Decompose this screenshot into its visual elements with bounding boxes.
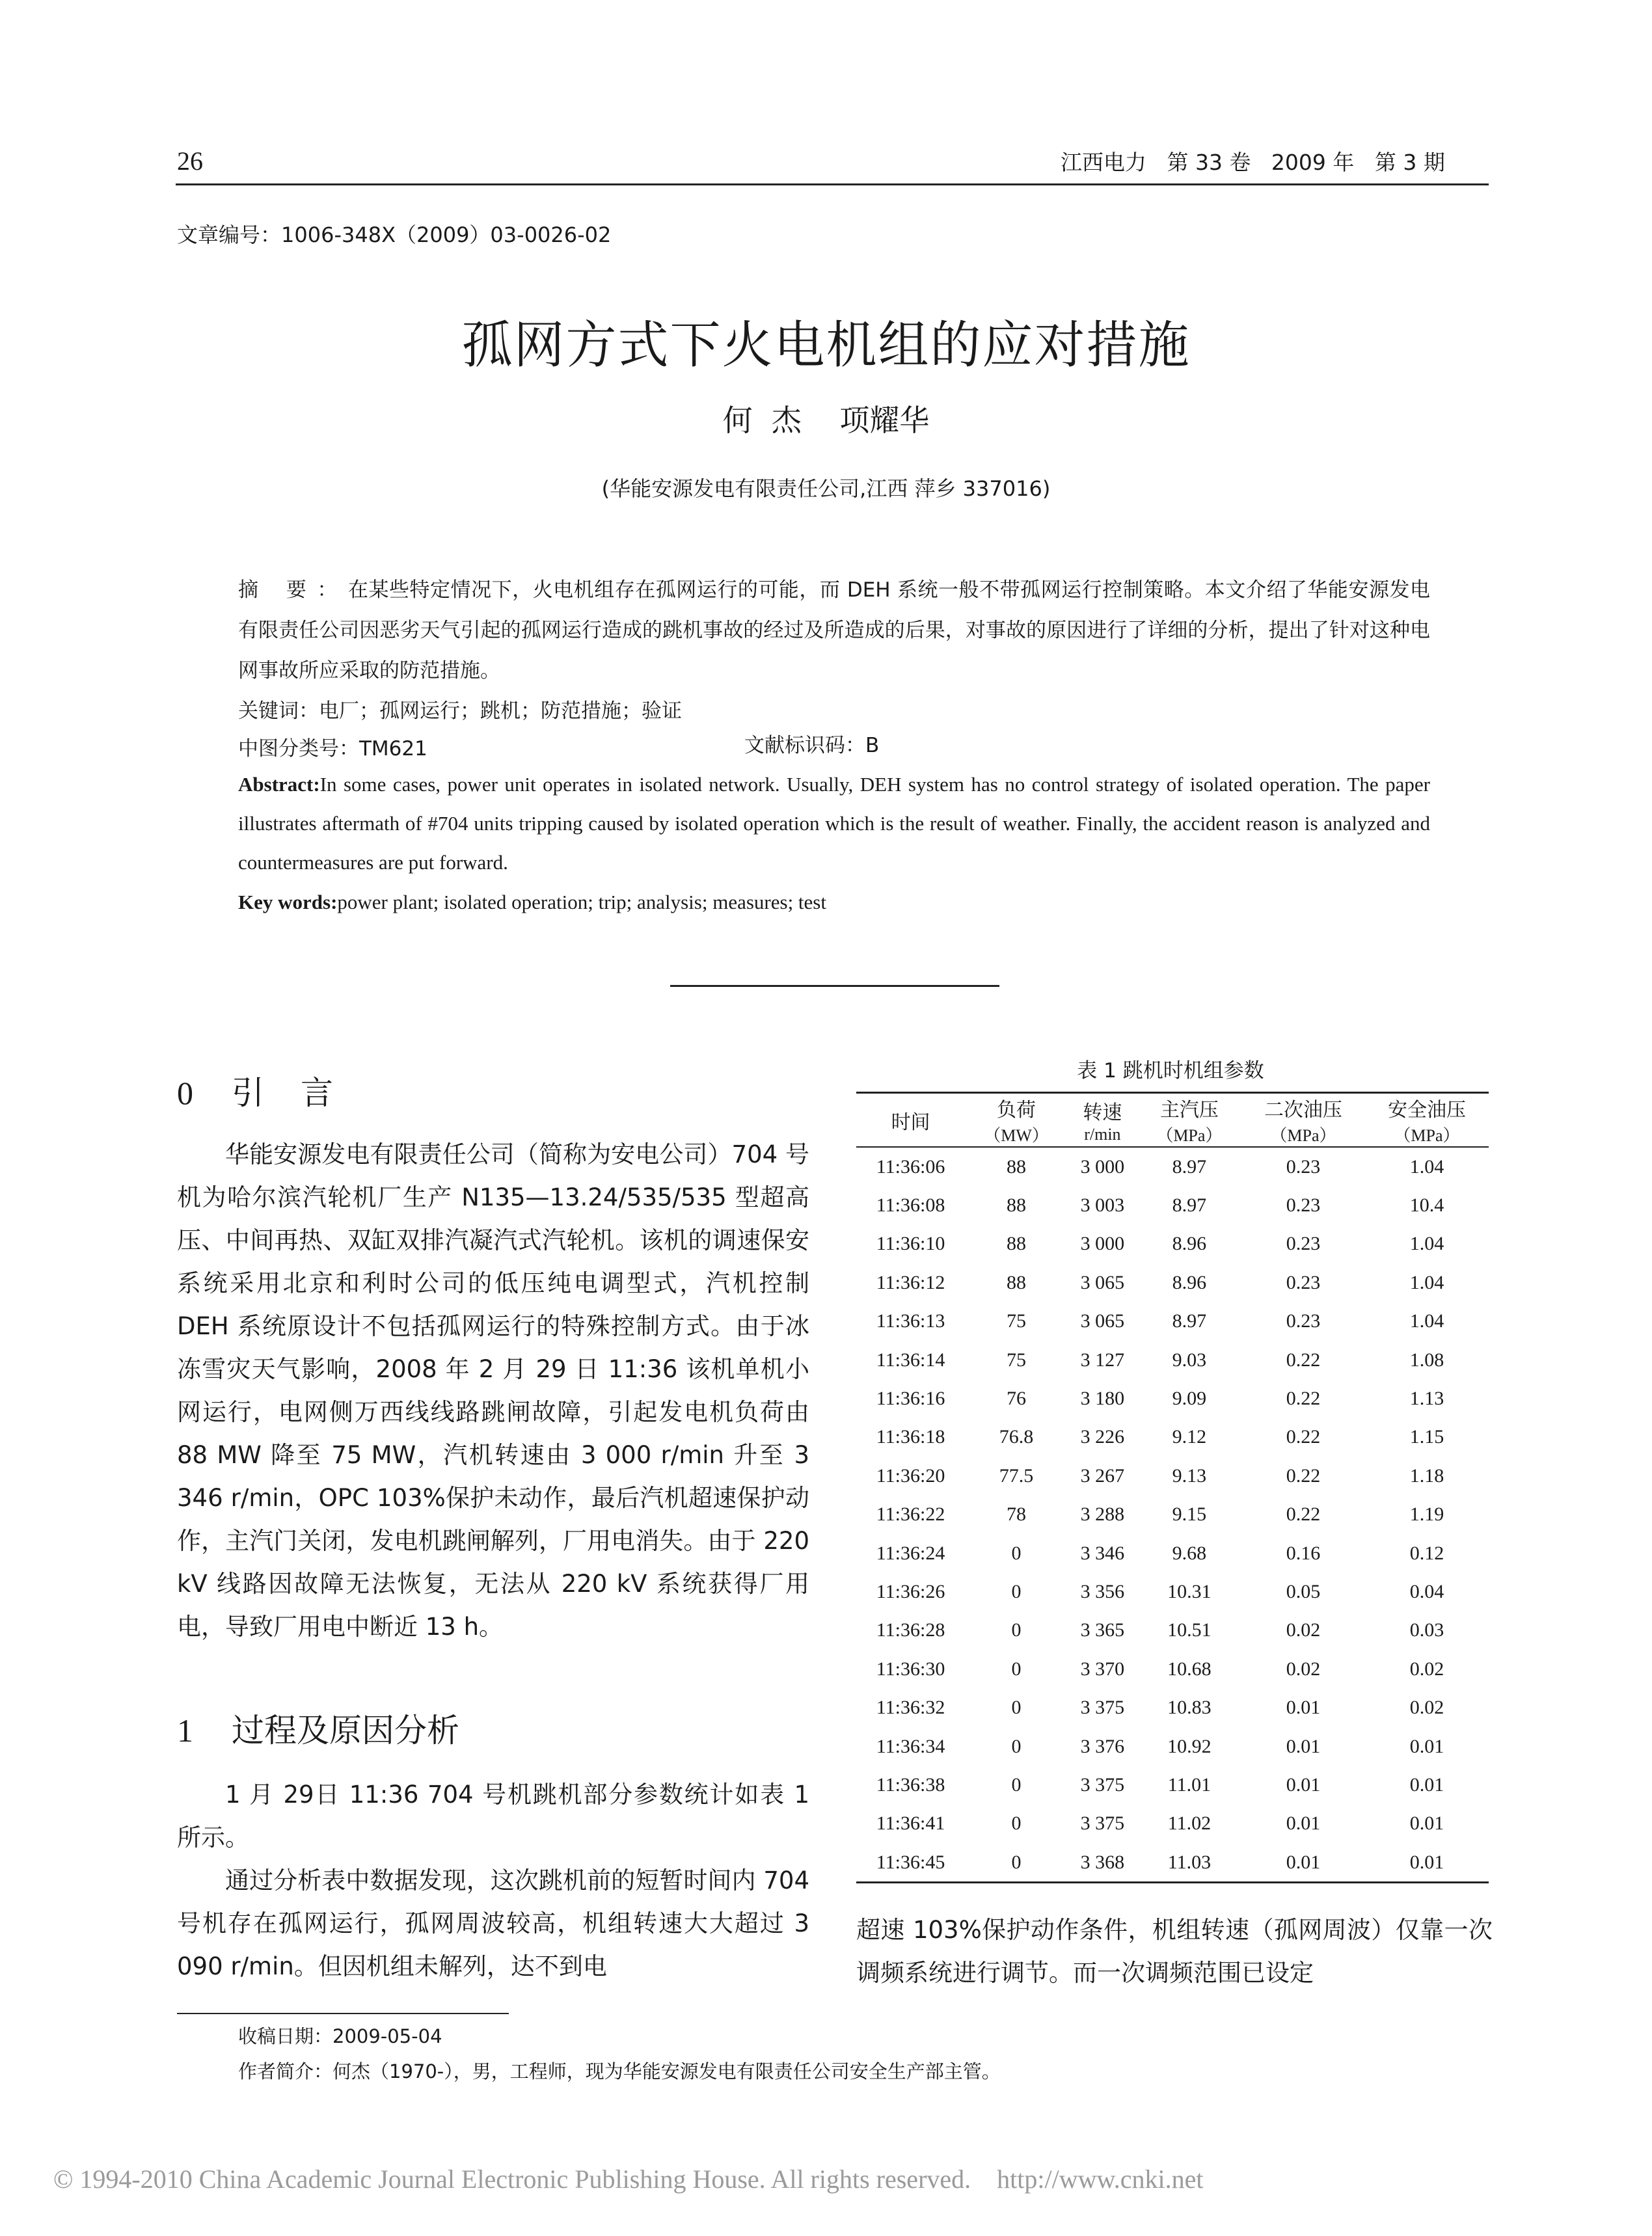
table-cell: 76 bbox=[1007, 1388, 1027, 1410]
table-cell: 11:36:13 bbox=[876, 1310, 945, 1332]
column-header bbox=[1365, 1093, 1489, 1148]
table-row bbox=[856, 1805, 1489, 1843]
table-cell: 11:36:06 bbox=[876, 1155, 945, 1178]
table-cell: 0.01 bbox=[1409, 1812, 1444, 1835]
table-cell: 1.04 bbox=[1409, 1233, 1444, 1255]
section-1-title: 过程及原因分析 bbox=[232, 1712, 459, 1749]
header-rule bbox=[176, 183, 1489, 185]
keywords-cn: 关键词：电厂；孤网运行；跳机；防范措施；验证 bbox=[238, 699, 682, 723]
table-cell: 11:36:34 bbox=[876, 1735, 945, 1757]
table-cell: 11.03 bbox=[1167, 1851, 1212, 1873]
table-cell: 9.12 bbox=[1172, 1426, 1207, 1448]
abstract-cn bbox=[238, 570, 1430, 691]
table-cell: 0.23 bbox=[1286, 1155, 1321, 1178]
table-row bbox=[856, 1688, 1489, 1727]
table-cell: 0.04 bbox=[1409, 1580, 1444, 1602]
table-cell: 0.23 bbox=[1286, 1194, 1321, 1217]
table-cell: 11:36:12 bbox=[876, 1271, 945, 1293]
table-cell: 0 bbox=[1011, 1773, 1022, 1796]
table-cell: 3 065 bbox=[1080, 1310, 1125, 1332]
column-header-name: 二次油压 bbox=[1264, 1099, 1342, 1122]
abstract-cn-label: 摘 要： bbox=[238, 578, 348, 602]
table-cell: 3 127 bbox=[1080, 1349, 1125, 1371]
table-cell: 11:36:30 bbox=[876, 1658, 945, 1680]
affiliation: (华能安源发电有限责任公司,江西 萍乡 337016) bbox=[601, 476, 1051, 501]
table-cell: 3 370 bbox=[1080, 1658, 1125, 1680]
table-cell: 3 000 bbox=[1080, 1233, 1125, 1255]
table-cell: 3 003 bbox=[1080, 1194, 1125, 1217]
table-row bbox=[856, 1418, 1489, 1457]
table-cell: 0.02 bbox=[1409, 1658, 1444, 1680]
paragraph-intro: 华能安源发电有限责任公司（简称为安电公司）704 号机为哈尔滨汽轮机厂生产 N135—13.24/535/535 型超高压、中间再热、双缸双排汽凝汽式汽轮机。该机的调速保安系统采用北京和利时公司的低压纯电调型式，汽机控制 DEH 系统原设计不包括孤网运行的特殊控制方式。由于冰冻雪灾天气影响，2008 年 2 月 29 日 11:36 该机单机小网运行，电网侧万西线线路跳闸故障，引起发电机负荷由 88 MW 降至 75 MW，汽机转速由 3 000 r/min 升至 3 346 r/min，OPC 103%保护未动作，最后汽机超速保护动作，主汽门关闭，发电机跳闸解列，厂用电消失。由于 220 kV 线路因故障无法恢复，无法从 220 kV 系统获得厂用电，导致厂用电中断近 13 h。 bbox=[177, 1140, 809, 1641]
table-cell: 11:36:38 bbox=[876, 1773, 945, 1796]
table-cell: 3 375 bbox=[1080, 1773, 1125, 1796]
paragraph-analysis: 通过分析表中数据发现，这次跳机前的短暂时间内 704 号机存在孤网运行，孤网周波较高，机组转速大大超过 3 090 r/min。但因机组未解列，达不到电 bbox=[177, 1866, 809, 1980]
table-cell: 0 bbox=[1011, 1580, 1022, 1602]
table-cell: 0.23 bbox=[1286, 1271, 1321, 1293]
column-header-name: 时间 bbox=[891, 1111, 930, 1134]
table-row bbox=[856, 1379, 1489, 1418]
table-cell: 11:36:22 bbox=[876, 1503, 945, 1526]
table-cell: 1.04 bbox=[1409, 1155, 1444, 1178]
document-code: 文献标识码：B bbox=[744, 734, 880, 757]
table-cell: 0.23 bbox=[1286, 1310, 1321, 1332]
table-cell: 1.13 bbox=[1409, 1388, 1444, 1410]
table-row bbox=[856, 1843, 1489, 1883]
table-cell: 11:36:10 bbox=[876, 1233, 945, 1255]
table-cell: 0.02 bbox=[1286, 1658, 1321, 1680]
table-cell: 77.5 bbox=[999, 1464, 1034, 1487]
keywords-en bbox=[238, 882, 1430, 923]
section-1-number: 1 bbox=[177, 1712, 193, 1749]
table-cell: 0.01 bbox=[1409, 1773, 1444, 1796]
table-cell: 1.18 bbox=[1409, 1464, 1444, 1487]
table-row bbox=[856, 1572, 1489, 1611]
table-cell: 0 bbox=[1011, 1619, 1022, 1641]
classification-number: 中图分类号：TM621 bbox=[238, 737, 427, 761]
table-cell: 0.22 bbox=[1286, 1388, 1321, 1410]
table-cell: 0.12 bbox=[1409, 1542, 1444, 1564]
table-cell: 0.01 bbox=[1286, 1851, 1321, 1873]
table-cell: 9.13 bbox=[1172, 1464, 1207, 1487]
table-body bbox=[856, 1147, 1489, 1883]
page-number: 26 bbox=[177, 146, 203, 176]
table-row bbox=[856, 1766, 1489, 1804]
column-header-unit: （MPa） bbox=[1394, 1126, 1460, 1145]
table-cell: 0.02 bbox=[1409, 1697, 1444, 1719]
table-row bbox=[856, 1341, 1489, 1379]
table-row bbox=[856, 1147, 1489, 1186]
author-bio: 作者简介：何杰（1970-），男，工程师，现为华能安源发电有限责任公司安全生产部主管。 bbox=[238, 2060, 1001, 2082]
table-header-row bbox=[856, 1093, 1489, 1148]
table-cell: 11:36:28 bbox=[876, 1619, 945, 1641]
paragraph-continued: 超速 103%保护动作条件，机组转速（孤网周波）仅靠一次调频系统进行调节。而一次调频范围已设定 bbox=[856, 1916, 1493, 1987]
article-title: 孤网方式下火电机组的应对措施 bbox=[461, 316, 1191, 375]
table-cell: 1.08 bbox=[1409, 1349, 1444, 1371]
table-cell: 0.01 bbox=[1286, 1697, 1321, 1719]
column-header bbox=[965, 1093, 1068, 1148]
table-cell: 0.16 bbox=[1286, 1542, 1321, 1564]
table-row bbox=[856, 1186, 1489, 1224]
table-cell: 3 267 bbox=[1080, 1464, 1125, 1487]
table-cell: 8.97 bbox=[1172, 1310, 1207, 1332]
table-cell: 9.68 bbox=[1172, 1542, 1207, 1564]
abstract-en-text: In some cases, power unit operates in isolated network. Usually, DEH system has no control strategy of isolated operation. The paper illustrates aftermath of #704 units tripping caused by isolated operation which is the result of weather. Finally, the accident reason is analyzed and countermeasures are put forward. bbox=[238, 773, 1430, 874]
column-header bbox=[1137, 1093, 1241, 1148]
table-cell: 0.05 bbox=[1286, 1580, 1321, 1602]
table-row bbox=[856, 1263, 1489, 1302]
table-cell: 11:36:08 bbox=[876, 1194, 945, 1217]
table-cell: 9.09 bbox=[1172, 1388, 1207, 1410]
journal-info: 江西电力 第 33 卷 2009 年 第 3 期 bbox=[1061, 150, 1445, 175]
table-row bbox=[856, 1496, 1489, 1534]
column-header-unit: （MPa） bbox=[1270, 1126, 1336, 1145]
table-cell: 88 bbox=[1007, 1233, 1027, 1255]
table-cell: 3 346 bbox=[1080, 1542, 1125, 1564]
table-cell: 3 365 bbox=[1080, 1619, 1125, 1641]
table-cell: 0 bbox=[1011, 1851, 1022, 1873]
copyright-notice: © 1994-2010 China Academic Journal Electronic Publishing House. All rights reserved. http://www.cnki.net bbox=[53, 2164, 1204, 2194]
section-1-heading bbox=[177, 1704, 809, 1751]
table-cell: 3 375 bbox=[1080, 1812, 1125, 1835]
table-cell: 88 bbox=[1007, 1194, 1027, 1217]
table-cell: 10.51 bbox=[1167, 1619, 1212, 1641]
table-cell: 11:36:32 bbox=[876, 1697, 945, 1719]
table-cell: 11:36:18 bbox=[876, 1426, 945, 1448]
table-cell: 3 000 bbox=[1080, 1155, 1125, 1178]
table-cell: 0 bbox=[1011, 1735, 1022, 1757]
table-cell: 0.01 bbox=[1286, 1773, 1321, 1796]
table-cell: 11.01 bbox=[1167, 1773, 1212, 1796]
table-cell: 9.03 bbox=[1172, 1349, 1207, 1371]
table-cell: 0.23 bbox=[1286, 1233, 1321, 1255]
authors: 何 杰 项耀华 bbox=[722, 403, 930, 438]
keywords-en-label: Key words: bbox=[238, 891, 338, 913]
table-cell: 0 bbox=[1011, 1812, 1022, 1835]
section-0-heading bbox=[177, 1067, 809, 1114]
table-cell: 76.8 bbox=[999, 1426, 1034, 1448]
table-cell: 88 bbox=[1007, 1271, 1027, 1293]
table-cell: 9.15 bbox=[1172, 1503, 1207, 1526]
table-cell: 0.01 bbox=[1409, 1851, 1444, 1873]
separator-rule bbox=[670, 985, 999, 987]
table-cell: 1.04 bbox=[1409, 1310, 1444, 1332]
table-row bbox=[856, 1534, 1489, 1572]
table-cell: 0.01 bbox=[1409, 1735, 1444, 1757]
section-0-number: 0 bbox=[177, 1075, 193, 1111]
table-cell: 11:36:26 bbox=[876, 1580, 945, 1602]
table-row bbox=[856, 1611, 1489, 1650]
table-cell: 10.68 bbox=[1167, 1658, 1212, 1680]
column-header bbox=[856, 1093, 965, 1148]
table-cell: 3 288 bbox=[1080, 1503, 1125, 1526]
table-cell: 3 356 bbox=[1080, 1580, 1125, 1602]
table-cell: 10.83 bbox=[1167, 1697, 1212, 1719]
table-cell: 0.22 bbox=[1286, 1503, 1321, 1526]
abstract-en-label: Abstract: bbox=[238, 773, 320, 796]
abstract-cn-text: 在某些特定情况下，火电机组存在孤网运行的可能，而 DEH 系统一般不带孤网运行控制策略。本文介绍了华能安源发电有限责任公司因恶劣天气引起的孤网运行造成的跳机事故的经过及所造成的后果，对事故的原因进行了详细的分析，提出了针对这种电网事故所应采取的防范措施。 bbox=[238, 578, 1430, 682]
received-date: 收稿日期：2009-05-04 bbox=[238, 2025, 442, 2047]
table-row bbox=[856, 1457, 1489, 1495]
table-cell: 1.04 bbox=[1409, 1271, 1444, 1293]
table-cell: 11:36:41 bbox=[876, 1812, 945, 1835]
table-cell: 11:36:24 bbox=[876, 1542, 945, 1564]
table-cell: 0 bbox=[1011, 1658, 1022, 1680]
table-cell: 3 368 bbox=[1080, 1851, 1125, 1873]
table-cell: 8.96 bbox=[1172, 1233, 1207, 1255]
table-cell: 8.97 bbox=[1172, 1155, 1207, 1178]
column-header-unit: r/min bbox=[1084, 1124, 1121, 1144]
table-cell: 11.02 bbox=[1167, 1812, 1212, 1835]
table-cell: 0.01 bbox=[1286, 1735, 1321, 1757]
table-cell: 8.96 bbox=[1172, 1271, 1207, 1293]
table-cell: 11:36:20 bbox=[876, 1464, 945, 1487]
table-cell: 10.92 bbox=[1167, 1735, 1212, 1757]
table-cell: 10.31 bbox=[1167, 1580, 1212, 1602]
data-table bbox=[856, 1092, 1489, 1883]
paragraph-table-ref: 1 月 29日 11:36 704 号机跳机部分参数统计如表 1 所示。 bbox=[177, 1781, 809, 1852]
table-cell: 88 bbox=[1007, 1155, 1027, 1178]
table-cell: 11:36:45 bbox=[876, 1851, 945, 1873]
column-header-unit: （MW） bbox=[984, 1126, 1049, 1145]
table-cell: 0.22 bbox=[1286, 1464, 1321, 1487]
table-caption: 表 1 跳机时机组参数 bbox=[1077, 1059, 1264, 1083]
column-header-name: 主汽压 bbox=[1159, 1099, 1219, 1122]
table-cell: 3 376 bbox=[1080, 1735, 1125, 1757]
column-header-name: 负荷 bbox=[997, 1099, 1036, 1122]
column-header bbox=[1241, 1093, 1365, 1148]
table-cell: 0.22 bbox=[1286, 1349, 1321, 1371]
article-number: 文章编号：1006-348X（2009）03-0026-02 bbox=[177, 222, 612, 247]
table-cell: 8.97 bbox=[1172, 1194, 1207, 1217]
table-cell: 3 226 bbox=[1080, 1426, 1125, 1448]
table-row bbox=[856, 1650, 1489, 1688]
keywords-en-text: power plant; isolated operation; trip; analysis; measures; test bbox=[337, 891, 826, 913]
table-cell: 75 bbox=[1007, 1349, 1027, 1371]
table-cell: 0.03 bbox=[1409, 1619, 1444, 1641]
table-row bbox=[856, 1225, 1489, 1263]
table-cell: 11:36:16 bbox=[876, 1388, 945, 1410]
table-cell: 10.4 bbox=[1409, 1194, 1444, 1217]
table-row bbox=[856, 1727, 1489, 1766]
table-cell: 0.22 bbox=[1286, 1426, 1321, 1448]
table-cell: 3 065 bbox=[1080, 1271, 1125, 1293]
table-cell: 0 bbox=[1011, 1697, 1022, 1719]
column-header-name: 转速 bbox=[1083, 1101, 1122, 1124]
table-cell: 0.01 bbox=[1286, 1812, 1321, 1835]
table-cell: 0 bbox=[1011, 1542, 1022, 1564]
abstract-en bbox=[238, 765, 1430, 882]
column-header-name: 安全油压 bbox=[1387, 1099, 1466, 1122]
table-cell: 1.15 bbox=[1409, 1426, 1444, 1448]
column-header-unit: （MPa） bbox=[1156, 1126, 1223, 1145]
column-header bbox=[1068, 1093, 1137, 1148]
section-0-title: 引言 bbox=[232, 1074, 370, 1112]
table-cell: 0.02 bbox=[1286, 1619, 1321, 1641]
footnote-rule bbox=[177, 2013, 509, 2014]
table-cell: 3 375 bbox=[1080, 1697, 1125, 1719]
table-cell: 78 bbox=[1007, 1503, 1027, 1526]
table-row bbox=[856, 1302, 1489, 1341]
table-header bbox=[856, 1093, 1489, 1148]
table-cell: 75 bbox=[1007, 1310, 1027, 1332]
table-cell: 1.19 bbox=[1409, 1503, 1444, 1526]
table-cell: 3 180 bbox=[1080, 1388, 1125, 1410]
table-cell: 11:36:14 bbox=[876, 1349, 945, 1371]
